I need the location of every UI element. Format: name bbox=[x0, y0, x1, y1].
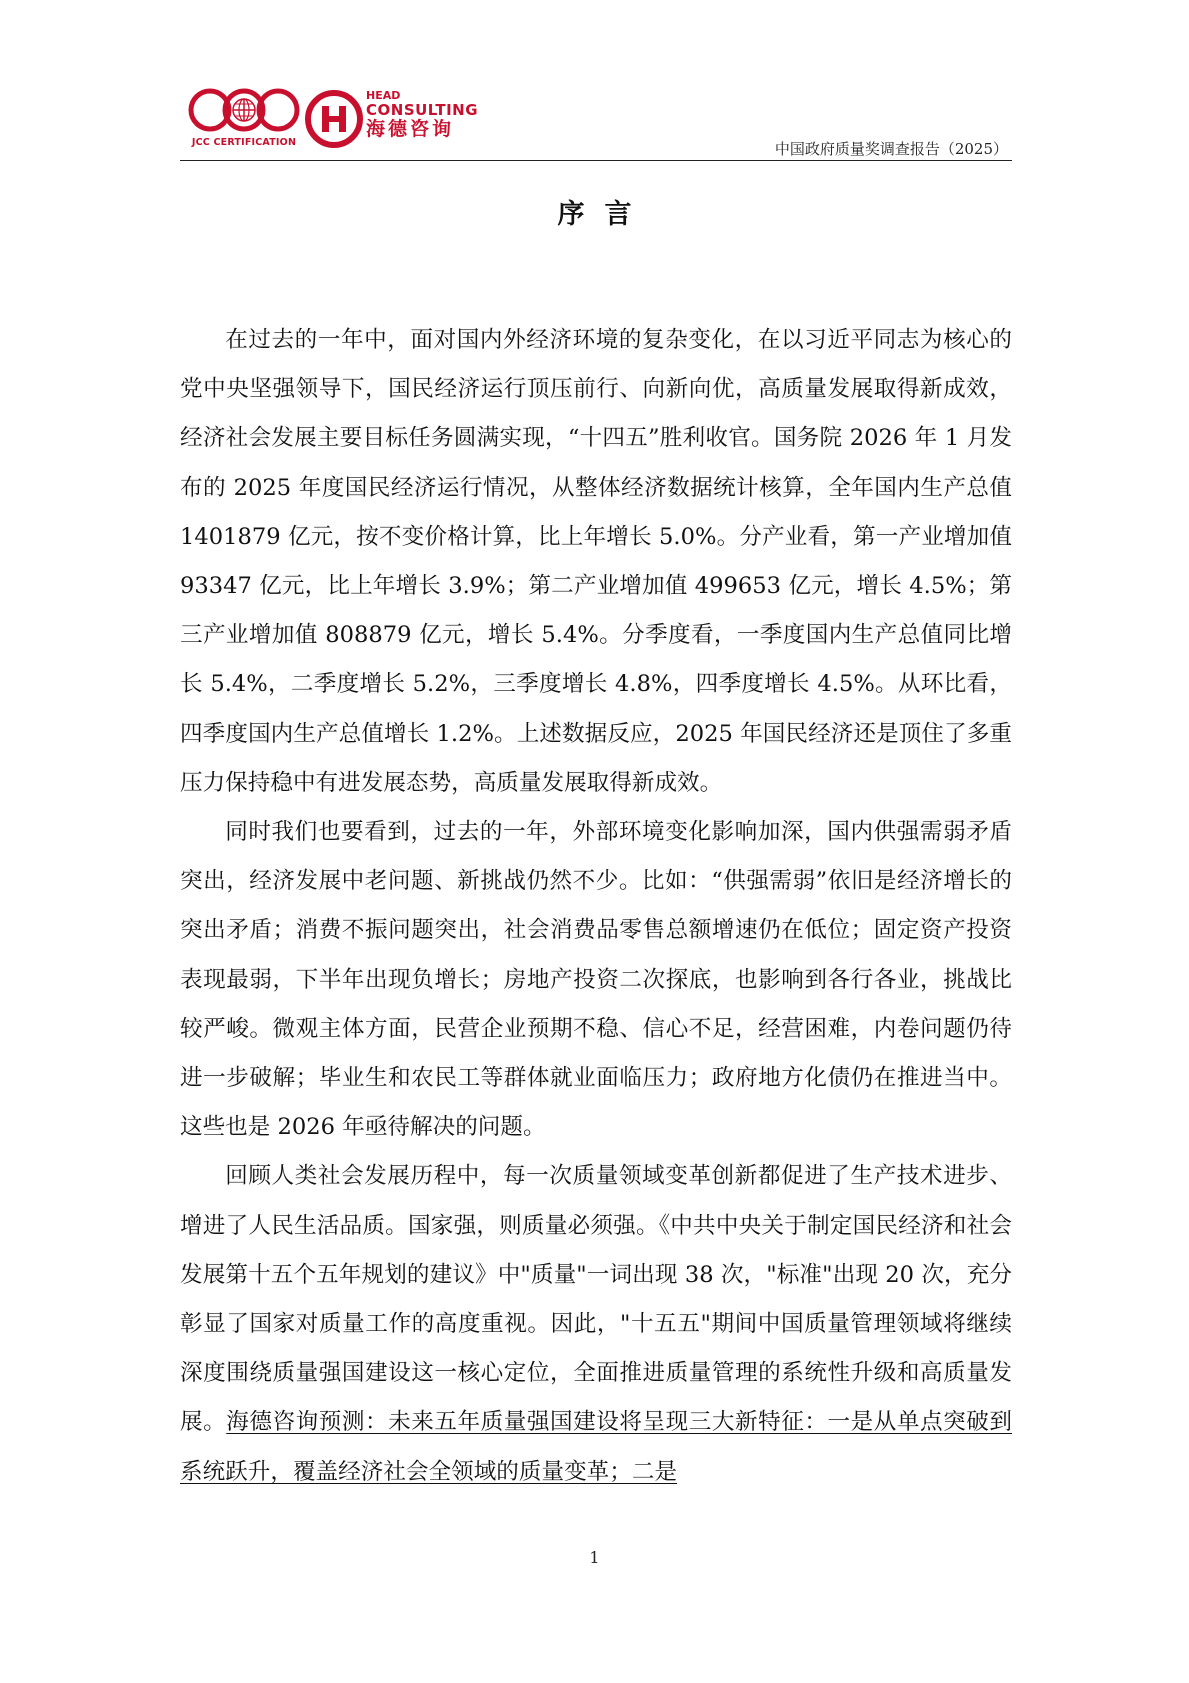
page-number: 1 bbox=[589, 1548, 600, 1567]
paragraph-text: 回顾人类社会发展历程中，每一次质量领域变革创新都促进了生产技术进步、增进了人民生活品质。国家强，则质量必须强。《中共中央关于制定国民经济和社会发展第十五个五年规划的建议》中"质量"一词出现 38 次，"标准"出现 20 次，充分彰显了国家对质量工作的高度重视。因此，"十五五"期间中国质量管理领域将继续深度围绕质量强国建设这一核心定位，全面推进质量管理的系统性升级和高质量发展。 bbox=[180, 1163, 1012, 1436]
head-wordmark-line1: HEAD bbox=[366, 89, 401, 102]
body-text bbox=[180, 316, 1012, 1497]
page-title: 序言 bbox=[557, 199, 652, 230]
header-divider bbox=[180, 160, 1012, 161]
report-title: 中国政府质量奖调查报告（2025） bbox=[774, 140, 1008, 158]
head-wordmark-line2: CONSULTING bbox=[366, 101, 479, 119]
paragraph: 同时我们也要看到，过去的一年，外部环境变化影响加深，国内供强需弱矛盾突出，经济发展中老问题、新挑战仍然不少。比如：“供强需弱”依旧是经济增长的突出矛盾；消费不振问题突出，社会消费品零售总额增速仍在低位；固定资产投资表现最弱，下半年出现负增长；房地产投资二次探底，也影响到各行各业，挑战比较严峻。微观主体方面，民营企业预期不稳、信心不足，经营困难，内卷问题仍待进一步破解；毕业生和农民工等群体就业面临压力；政府地方化债仍在推进当中。这些也是 2026 年亟待解决的问题。 bbox=[180, 819, 1012, 1141]
head-consulting-logo-icon bbox=[304, 89, 364, 149]
jcc-label: JCC CERTIFICATION bbox=[191, 137, 297, 148]
paragraph: 在过去的一年中，面对国内外经济环境的复杂变化，在以习近平同志为核心的党中央坚强领导下，国民经济运行顶压前行、向新向优，高质量发展取得新成效，经济社会发展主要目标任务圆满实现，“十四五”胜利收官。国务院 2026 年 1 月发布的 2025 年度国民经济运行情况，从整体经济数据统计核算，全年国内生产总值 1401879 亿元，按不变价格计算，比上年增长 5.0%。分产业看，第一产业增加值 93347 亿元，比上年增长 3.9%；第二产业增加值 499653 亿元，增长 4.5%；第三产业增加值 808879 亿元，增长 5.4%。分季度看，一季度国内生产总值同比增长 5.4%，二季度增长 5.2%，三季度增长 4.8%，四季度增长 4.5%。从环比看，四季度国内生产总值增长 1.2%。上述数据反应，2025 年国民经济还是顶住了多重压力保持稳中有进发展态势，高质量发展取得新成效。 bbox=[180, 327, 1012, 796]
jcc-rings-icon bbox=[188, 86, 300, 136]
jcc-logo bbox=[188, 86, 300, 154]
underlined-forecast: 海德咨询预测：未来五年质量强国建设将呈现三大新特征：一是从单点突破到系统跃升，覆盖经济社会全领域的质量变革；二是 bbox=[180, 1409, 1013, 1485]
paragraph bbox=[180, 1152, 1012, 1496]
head-consulting-wordmark bbox=[366, 90, 478, 139]
head-wordmark-line3: 海德咨询 bbox=[366, 118, 455, 140]
page-header bbox=[180, 84, 1012, 160]
